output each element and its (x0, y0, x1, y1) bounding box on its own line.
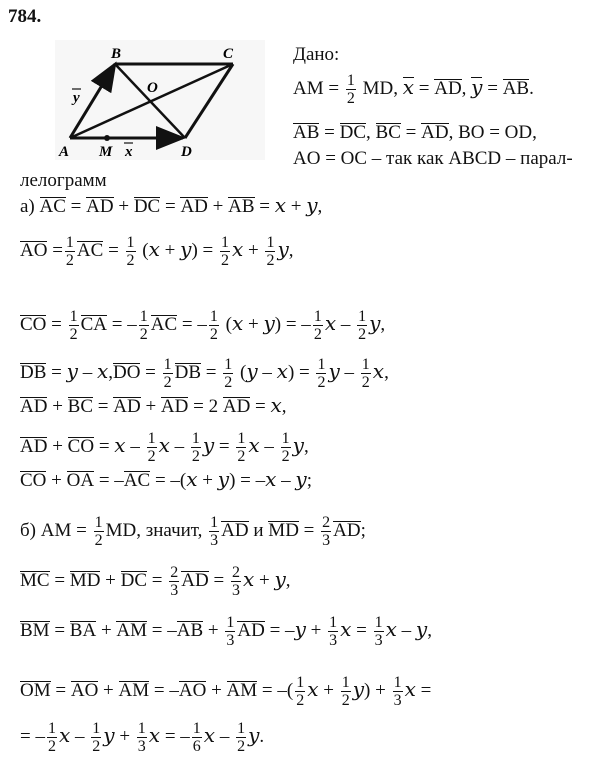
solution-line-om: OM = AO + AM = –AO + AM = –( $\frac{1}{2}$ x + $\frac{1}{2}$ y) + $\frac{1}{3}$ x = (20, 674, 432, 709)
period: . (529, 77, 534, 99)
label-m: M (99, 144, 113, 160)
solution-line-a: а) AC = AD + DC = AD + AB = x + y, (20, 193, 323, 217)
solution-line-mc: MC = MD + DC = $\frac{2}{3}$ AD = $\frac{2}{3}$ x + y, (20, 564, 291, 599)
given-vector-ad: AD (434, 77, 462, 99)
given-line-4: лелограмм (20, 170, 107, 191)
vec-bc: BC (375, 122, 401, 143)
given-md: MD, (362, 77, 398, 99)
eq-sign: = (418, 77, 430, 99)
solution-line-co: CO = $\frac{1}{2}$ CA = – $\frac{1}{2}$ AC = – $\frac{1}{2}$ (x + y) = – $\frac{1}{2}$ x – $\frac{1}{2}$ y, (20, 308, 386, 343)
vec-ad: AD (421, 122, 449, 143)
solution-line-ad-bc: AD + BC = AD + AD = 2 AD = x, (20, 393, 287, 417)
point-m (104, 135, 110, 141)
eq-sign: = (405, 122, 417, 143)
label-c: C (223, 46, 234, 62)
given-vector-y: y (471, 74, 483, 99)
solution-line-bm: BM = BA + AM = –AB + $\frac{1}{3}$ AD = –y + $\frac{1}{3}$ x = $\frac{1}{3}$ x – y, (20, 614, 432, 649)
given-line-3: AO = OC – так как ABCD – парал- (293, 148, 573, 169)
eq-sign: = (324, 122, 335, 143)
label-x: x (125, 144, 133, 160)
solution-line-co-oa: CO + OA = –AC = –(x + y) = –x – y; (20, 467, 312, 491)
label-o: O (147, 80, 158, 96)
label-d: D (181, 144, 192, 160)
solution-line-om-result: = – $\frac{1}{2}$ x – $\frac{1}{2}$ y + $\frac{1}{3}$ x = – $\frac{1}{6}$ x – $\frac{1}{2}$ y. (20, 720, 265, 755)
given-am: AM = (293, 77, 340, 99)
eq-sign: = (487, 77, 498, 99)
figure-background (55, 40, 265, 160)
label-y: y (73, 90, 80, 106)
bo-od: , BO = OD, (448, 122, 537, 143)
given-vector-ab: AB (502, 77, 530, 99)
given-heading: Дано: (293, 44, 340, 65)
part-a-label: а) (20, 196, 35, 217)
word-and: и (253, 519, 264, 541)
part-b-label: б) (20, 519, 36, 541)
solution-line-ao: AO = $\frac{1}{2}$ AC = $\frac{1}{2}$ (x + y) = $\frac{1}{2}$ x + $\frac{1}{2}$ y, (20, 234, 294, 269)
label-b: B (111, 46, 122, 62)
given-line-1 (293, 72, 534, 107)
given-line-2 (293, 122, 537, 144)
solution-line-ad-co: AD + CO = x – $\frac{1}{2}$ x – $\frac{1}{2}$ y = $\frac{1}{2}$ x – $\frac{1}{2}$ y, (20, 430, 309, 465)
solution-line-b: б) AM = $\frac{1}{2}$ MD, значит, $\frac{1}{3}$ AD и MD = $\frac{2}{3}$ AD; (20, 514, 366, 549)
label-a: A (59, 144, 70, 160)
vec-dc: DC (339, 122, 367, 143)
solution-line-db: DB = y – x,DO = $\frac{1}{2}$ DB = $\frac{1}{2}$ (y – x) = $\frac{1}{2}$ y – $\frac{1}{2}$ x, (20, 356, 389, 391)
comma: , (366, 122, 371, 143)
vec-ab: AB (293, 122, 320, 143)
given-vector-x: x (402, 74, 414, 99)
given-frac-half: $\frac{1}{2}$ (346, 72, 355, 107)
parallelogram-figure (55, 40, 265, 160)
comma: , (461, 77, 467, 99)
word-znachit: значит, (145, 519, 203, 541)
problem-number: 784. (8, 6, 42, 27)
